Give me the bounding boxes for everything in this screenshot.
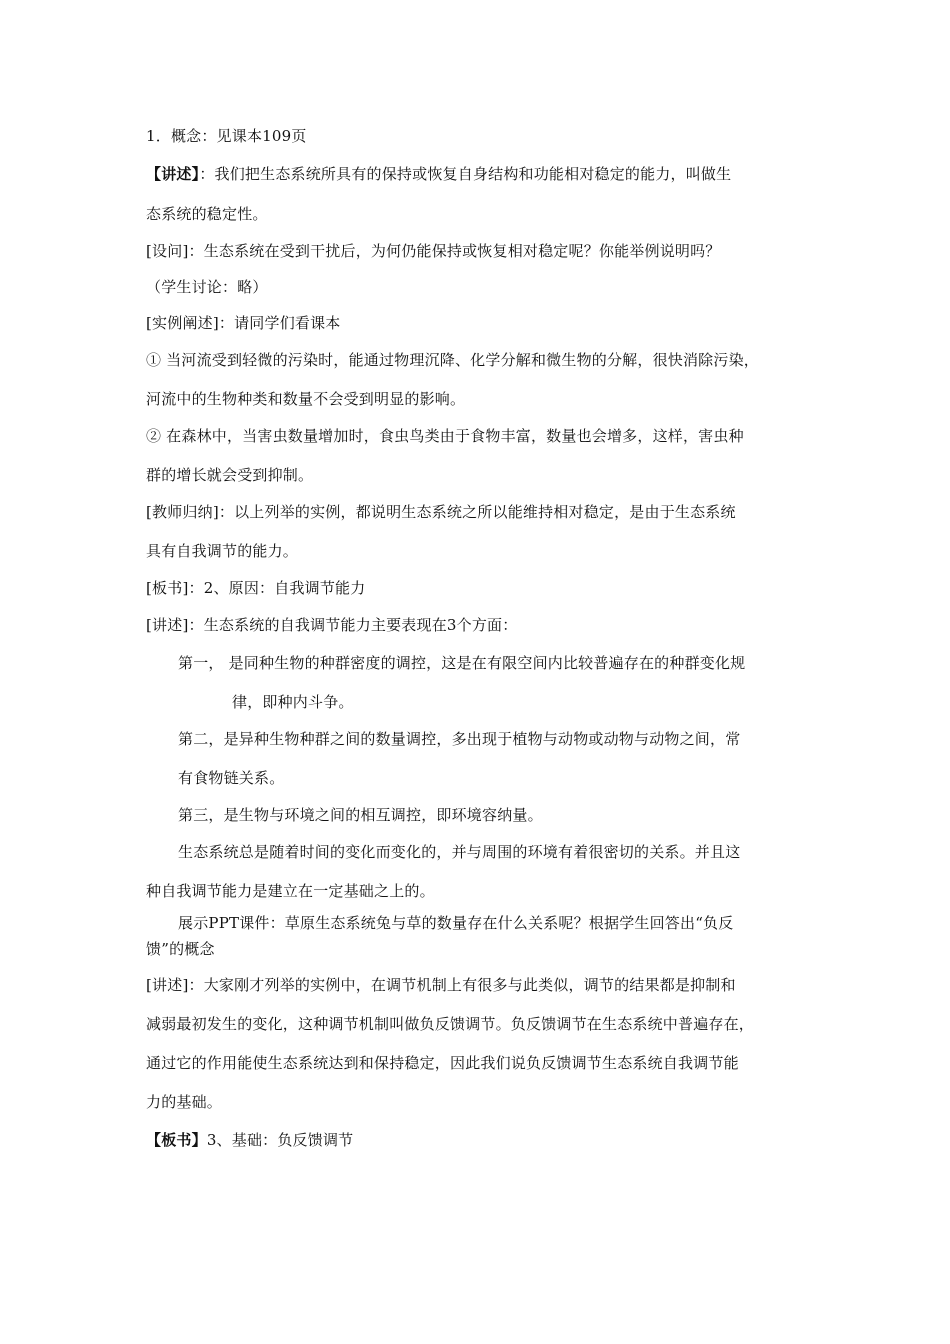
aspect-1-line-2: 律，即种内斗争。 <box>232 693 354 711</box>
concept-heading: 1．概念：见课本109页 <box>146 127 307 145</box>
feedback-line-4: 力的基础。 <box>146 1093 223 1111</box>
feedback-line-3: 通过它的作用能使生态系统达到和保持稳定，因此我们说负反馈调节生态系统自我调节能 <box>146 1054 739 1072</box>
lecture-text: ：我们把生态系统所具有的保持或恢复自身结构和功能相对稳定的能力，叫做生 <box>199 165 732 183</box>
ppt-line-1: 展示PPT课件：草原生态系统兔与草的数量存在什么关系呢？根据学生回答出“负反 <box>178 914 734 932</box>
ecosystem-change-line-1: 生态系统总是随着时间的变化而变化的，并与周围的环境有着很密切的关系。并且这 <box>178 843 741 861</box>
aspect-3-line: 第三，是生物与环境之间的相互调控，即环境容纳量。 <box>178 806 543 824</box>
ppt-line-2: 馈”的概念 <box>146 940 215 958</box>
lecture-paragraph-line-2: 态系统的稳定性。 <box>146 205 268 223</box>
example-1-line-1: ① 当河流受到轻微的污染时，能通过物理沉降、化学分解和微生物的分解，很快消除污染， <box>146 351 759 369</box>
summary-line-2: 具有自我调节的能力。 <box>146 542 299 560</box>
aspect-1-line-1: 第一， 是同种生物的种群密度的调控，这是在有限空间内比较普遍存在的种群变化规 <box>178 654 746 672</box>
example-intro-line: [实例阐述]：请同学们看课本 <box>146 314 341 332</box>
board-basis-text: 3、基础：负反馈调节 <box>206 1131 354 1149</box>
board-note-basis <box>146 1130 353 1150</box>
lecture-aspects-line: [讲述]：生态系统的自我调节能力主要表现在3个方面： <box>146 616 518 634</box>
example-2-line-2: 群的增长就会受到抑制。 <box>146 466 314 484</box>
lecture-paragraph-line-1 <box>146 164 731 184</box>
feedback-line-1: [讲述]：大家刚才列举的实例中，在调节机制上有很多与此类似，调节的结果都是抑制和 <box>146 976 736 994</box>
lecture-label: 【讲述】 <box>146 165 200 183</box>
board-label: 【板书】 <box>146 1131 207 1149</box>
example-1-line-2: 河流中的生物种类和数量不会受到明显的影响。 <box>146 390 466 408</box>
aspect-2-line-2: 有食物链关系。 <box>178 769 285 787</box>
board-note-cause: [板书]：2、原因：自我调节能力 <box>146 579 366 597</box>
feedback-line-2: 减弱最初发生的变化，这种调节机制叫做负反馈调节。负反馈调节在生态系统中普遍存在， <box>146 1015 755 1033</box>
question-line: [设问]：生态系统在受到干扰后，为何仍能保持或恢复相对稳定呢？你能举例说明吗？ <box>146 242 721 260</box>
summary-line-1: [教师归纳]：以上列举的实例，都说明生态系统之所以能维持相对稳定，是由于生态系统 <box>146 503 736 521</box>
discussion-line: （学生讨论：略） <box>146 278 268 296</box>
example-2-line-1: ② 在森林中，当害虫数量增加时，食虫鸟类由于食物丰富，数量也会增多，这样，害虫种 <box>146 427 744 445</box>
aspect-2-line-1: 第二，是异种生物种群之间的数量调控，多出现于植物与动物或动物与动物之间，常 <box>178 730 741 748</box>
ecosystem-change-line-2: 种自我调节能力是建立在一定基础之上的。 <box>146 882 435 900</box>
